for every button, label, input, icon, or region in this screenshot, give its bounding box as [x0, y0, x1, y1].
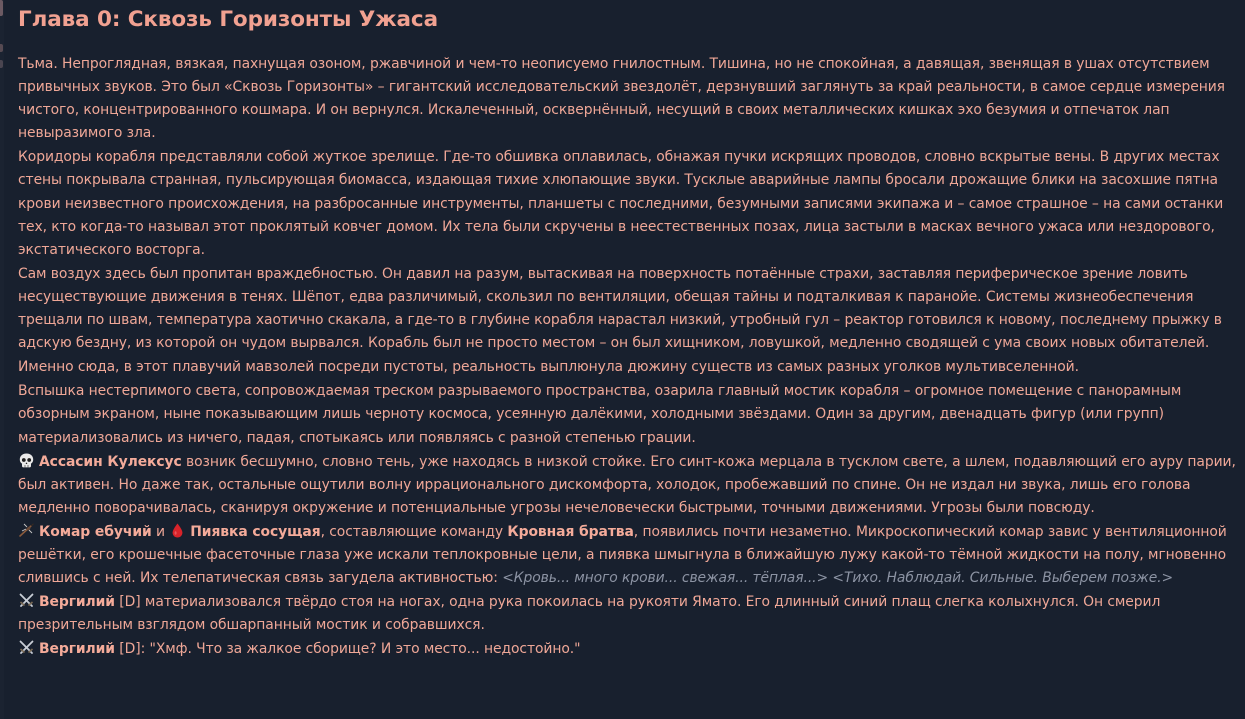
- avatar-fragment: [0, 0, 3, 16]
- character-name: Вергилий: [39, 594, 115, 611]
- story-paragraph: Именно сюда, в этот плавучий мавзолей посреди пустоты, реальность выплюнула дюжину существ из самых разных уголков мультивселенной.: [18, 359, 1079, 376]
- left-edge-strip: [0, 0, 4, 719]
- story-message: [18, 4, 1238, 662]
- character-name: Вергилий: [39, 641, 115, 658]
- skull-icon: [18, 453, 35, 468]
- character-name: Комар ебучий: [39, 523, 152, 540]
- story-paragraph: Вспышка нестерпимого света, сопровождаемая треском разрываемого пространства, озарила главный мостик корабля – огромное помещение с панорамным обзорным экраном, ныне показывающим лишь черноту космоса, усеянную далёкими, холодными звёздами. Один за другим, двенадцать фигур (или групп) материализовались из ничего, падая, спотыкаясь или появляясь с разной степенью грации.: [18, 383, 1182, 446]
- dialogue-text: : "Хмф. Что за жалкое сборище? И это место... недостойно.": [140, 641, 581, 658]
- character-entry-vergil: [18, 591, 1238, 637]
- character-entry-assassin: [18, 451, 1238, 520]
- character-dialogue-vergil: [18, 638, 1238, 661]
- chapter-title: Глава 0: Сквозь Горизонты Ужаса: [18, 7, 438, 32]
- connector-text: и: [151, 523, 170, 540]
- blood-drop-icon: [169, 523, 186, 538]
- crossed-swords-icon: [18, 640, 35, 655]
- character-description: , появились почти незаметно. Микроскопический комар завис у вентиляционной решётки, его крошечные фасеточные глаза уже искали теплокровные цели, а пиявка шмыгнула в ближайшую лужу какой-то тёмной жидкости на полу, мгновенно слившись с ней. Их телепатическая связь загудела активностью:: [18, 523, 1227, 587]
- story-paragraph: Коридоры корабля представляли собой жуткое зрелище. Где-то обшивка оплавилась, обнажая пучки искрящих проводов, словно вскрытые вены. В других местах стены покрывала странная, пульсирующая биомасса, издающая тихие хлюпающие звуки. Тусклые аварийные лампы бросали дрожащие блики на засохшие пятна крови неизвестного происхождения, на разбросанные инструменты, планшеты с последними, безумными записями экипажа и – самое страшное – на сами останки тех, кто когда-то называл этот проклятый ковчег домом. Их тела были скручены в неестественных позах, лица застыли в масках вечного ужаса или нездорового, экстатического восторга.: [18, 149, 1224, 258]
- telepathic-thoughts: <Кровь... много крови... свежая... тёплая...> <Тихо. Наблюдай. Сильные. Выберем позже.>: [502, 570, 1174, 587]
- crossed-swords-icon: [18, 593, 35, 608]
- connector-text: , составляющие команду: [320, 523, 508, 540]
- edge-marker: [0, 44, 3, 52]
- character-tag: [D]: [114, 594, 141, 611]
- edge-marker: [0, 60, 3, 68]
- character-description: материализовался твёрдо стоя на ногах, одна рука покоилась на рукояти Ямато. Его длинный синий плащ слегка колыхнулся. Он смерил презрительным взглядом обшарпанный мостик и собравшихся.: [18, 594, 1161, 634]
- character-entry-swarm: [18, 521, 1238, 590]
- story-paragraph: Тьма. Непроглядная, вязкая, пахнущая озоном, ржавчиной и чем-то неописуемо гнилостным. Тишина, но не спокойная, а давящая, звенящая в ушах отсутствием привычных звуков. Это был «Сквозь Горизонты» – гигантский исследовательский звездолёт, дерзнувший заглянуть за край реальности, в самое сердце измерения чистого, концентрированного кошмара. И он вернулся. Искалеченный, осквернённый, несущий в своих металлических кишках эхо безумия и отпечаток лап невыразимого зла.: [18, 56, 1225, 142]
- character-name: Ассасин Кулексус: [39, 453, 182, 470]
- character-description: возник бесшумно, словно тень, уже находясь в низкой стойке. Его синт-кожа мерцала в тусклом свете, а шлем, подавляющий его ауру парии, был активен. Но даже так, остальные ощутили волну иррационального дискомфорта, холодок, пробежавший по спине. Он не издал ни звука, лишь его голова медленно поворачивалась, сканируя окружение и потенциальные угрозы нечеловечески быстрыми, точными движениями. Угрозы были повсюду.: [18, 453, 1236, 516]
- character-tag: [D]: [114, 641, 141, 658]
- mosquito-icon: [18, 523, 35, 538]
- character-name: Пиявка сосущая: [190, 523, 321, 540]
- story-paragraph: Сам воздух здесь был пропитан враждебностью. Он давил на разум, вытаскивая на поверхность потаённые страхи, заставляя периферическое зрение ловить несуществующие движения в тенях. Шёпот, едва различимый, скользил по вентиляции, обещая тайны и подталкивая к паранойе. Системы жизнеобеспечения трещали по швам, температура хаотично скакала, а где-то в глубине корабля нарастал низкий, утробный гул – реактор готовился к новому, последнему прыжку в адскую бездну, из которой он чудом вырвался. Корабль был не просто местом – он был хищником, ловушкой, медленно сводящей с ума своих новых обитателей.: [18, 265, 1222, 352]
- team-name: Кровная братва: [507, 523, 634, 540]
